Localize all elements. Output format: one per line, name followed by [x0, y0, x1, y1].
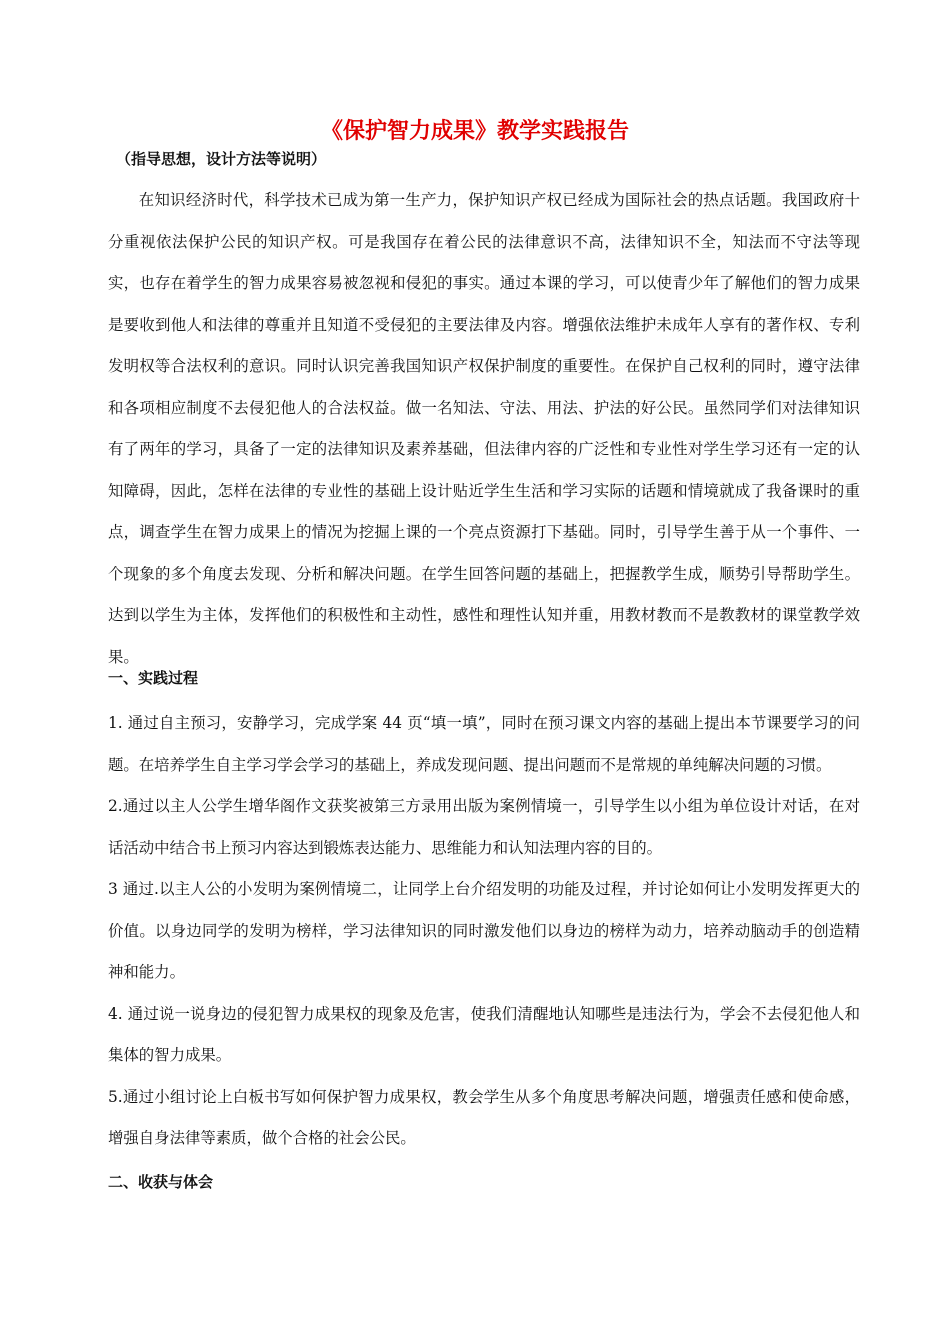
intro-paragraph: 在知识经济时代，科学技术已成为第一生产力，保护知识产权已经成为国际社会的热点话题。我国政府十分重视依法保护公民的知识产权。可是我国存在着公民的法律意识不高，法律知识不全，知法而不守法等现实，也存在着学生的智力成果容易被忽视和侵犯的事实。通过本课的学习，可以使青少年了解他们的智力成果是要收到他人和法律的尊重并且知道不受侵犯的主要法律及内容。增强依法维护未成年人享有的著作权、专利发明权等合法权利的意识。同时认识完善我国知识产权保护制度的重要性。在保护自己权利的同时，遵守法律和各项相应制度不去侵犯他人的合法权益。做一名知法、守法、用法、护法的好公民。虽然同学们对法律知识有了两年的学习，具备了一定的法律知识及素养基础，但法律内容的广泛性和专业性对学生学习还有一定的认知障碍，因此，怎样在法律的专业性的基础上设计贴近学生生活和学习实际的话题和情境就成了我备课时的重点，调查学生在智力成果上的情况为挖掘上课的一个亮点资源打下基础。同时，引导学生善于从一个事件、一个现象的多个角度去发现、分析和解决问题。在学生回答问题的基础上，把握教学生成，顺势引导帮助学生。达到以学生为主体，发挥他们的积极性和主动性，感性和理性认知并重，用教材教而不是教教材的课堂教学效果。 — [108, 191, 860, 666]
section-heading-reflection: 二、收获与体会 — [108, 1173, 214, 1191]
document-subtitle: （指导思想，设计方法等说明） — [116, 150, 327, 168]
practice-steps-list — [108, 703, 860, 1160]
practice-step-3: 3 通过.以主人公的小发明为案例情境二，让同学上台介绍发明的功能及过程，并讨论如何让小发明发挥更大的价值。以身边同学的发明为榜样，学习法律知识的同时激发他们以身边的榜样为动力，培养动脑动手的创造精神和能力。 — [108, 880, 860, 981]
practice-step-5: 5.通过小组讨论上白板书写如何保护智力成果权，教会学生从多个角度思考解决问题，增强责任感和使命感，增强自身法律等素质，做个合格的社会公民。 — [108, 1087, 860, 1147]
practice-step-1: 1. 通过自主预习，安静学习，完成学案 44 页“填一填”，同时在预习课文内容的基础上提出本节课要学习的问题。在培养学生自主学习学会学习的基础上，养成发现问题、提出问题而不是常规的单纯解决问题的习惯。 — [108, 714, 860, 774]
document-title: 《保护智力成果》教学实践报告 — [320, 119, 629, 144]
practice-step-2: 2.通过以主人公学生增华阁作文获奖被第三方录用出版为案例情境一，引导学生以小组为单位设计对话，在对话活动中结合书上预习内容达到锻炼表达能力、思维能力和认知法理内容的目的。 — [108, 797, 860, 857]
section-heading-practice: 一、实践过程 — [108, 669, 199, 687]
practice-step-4: 4. 通过说一说身边的侵犯智力成果权的现象及危害，使我们清醒地认知哪些是违法行为，学会不去侵犯他人和集体的智力成果。 — [108, 1004, 860, 1064]
